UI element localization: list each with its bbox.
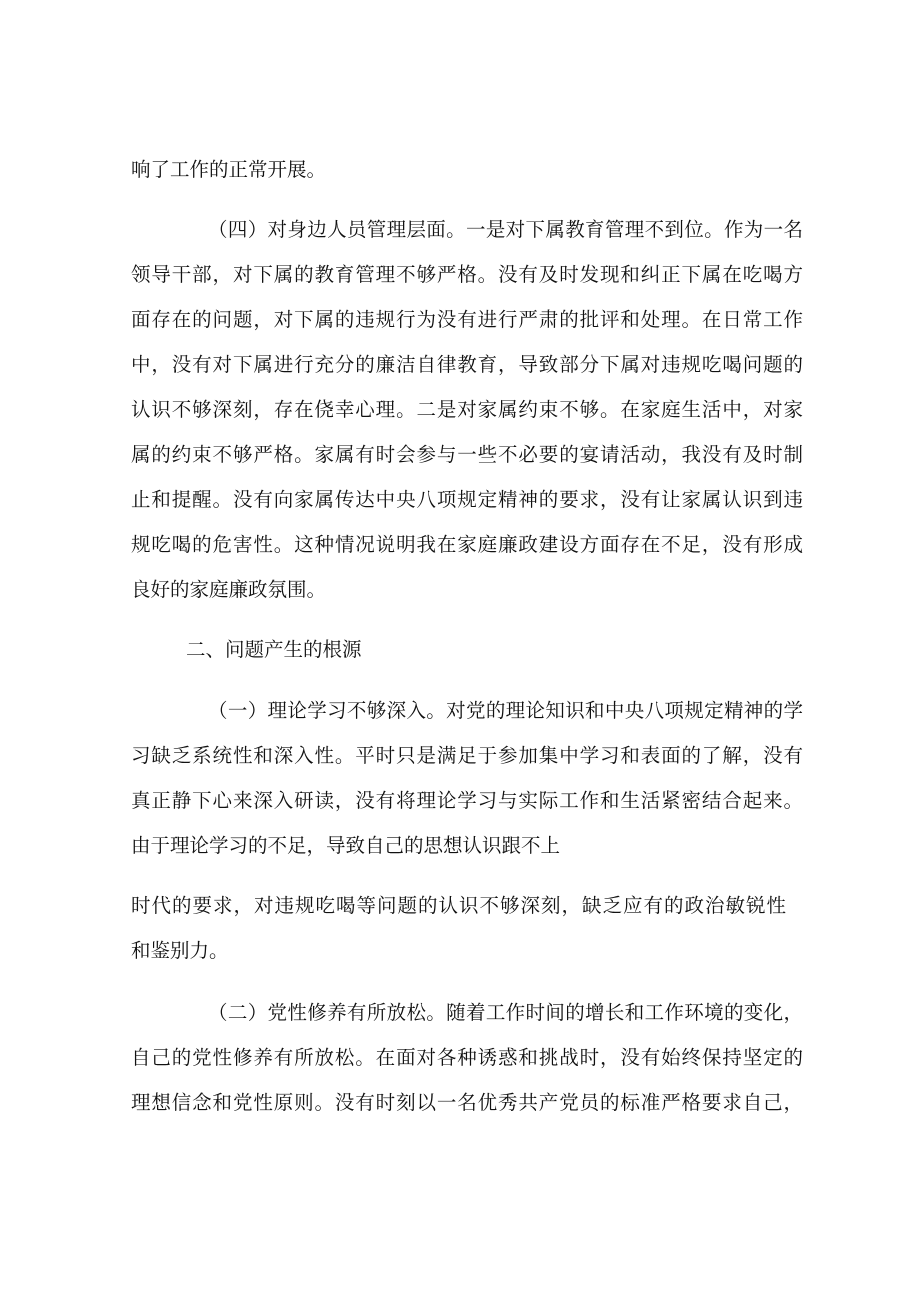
- text-line: 规吃喝的危害性。这种情况说明我在家庭廉政建设方面存在不足，没有形成: [131, 533, 803, 556]
- text-line: 理想信念和党性原则。没有时刻以一名优秀共产党员的标准严格要求自己，: [131, 1091, 803, 1114]
- text-line: 中，没有对下属进行充分的廉洁自律教育，导致部分下属对违规吃喝问题的: [131, 353, 803, 376]
- text-line: 和鉴别力。: [131, 939, 229, 962]
- text-line: 习缺乏系统性和深入性。平时只是满足于参加集中学习和表面的了解，没有: [131, 744, 803, 767]
- text-line: （二）党性修养有所放松。随着工作时间的增长和工作环境的变化，: [208, 1001, 803, 1024]
- text-line: 止和提醒。没有向家属传达中央八项规定精神的要求，没有让家属认识到违: [131, 488, 803, 511]
- text-line: 面存在的问题，对下属的违规行为没有进行严肃的批评和处理。在日常工作: [131, 308, 803, 331]
- text-line: 良好的家庭廉政氛围。: [131, 578, 327, 601]
- text-line: 自己的党性修养有所放松。在面对各种诱惑和挑战时，没有始终保持坚定的: [131, 1046, 803, 1069]
- text-line: 真正静下心来深入研读，没有将理论学习与实际工作和生活紧密结合起来。: [131, 789, 803, 812]
- text-line: 属的约束不够严格。家属有时会参与一些不必要的宴请活动，我没有及时制: [131, 443, 803, 466]
- text-line: 时代的要求，对违规吃喝等问题的认识不够深刻，缺乏应有的政治敏锐性: [131, 894, 786, 917]
- text-line: 领导干部，对下属的教育管理不够严格。没有及时发现和纠正下属在吃喝方: [131, 263, 803, 286]
- text-line: 响了工作的正常开展。: [131, 158, 327, 181]
- text-line: 认识不够深刻，存在侥幸心理。二是对家属约束不够。在家庭生活中，对家: [131, 398, 803, 421]
- text-line: （四）对身边人员管理层面。一是对下属教育管理不到位。作为一名: [208, 218, 803, 241]
- text-line: 由于理论学习的不足，导致自己的思想认识跟不上: [131, 834, 561, 857]
- section-heading: 二、问题产生的根源: [186, 638, 362, 661]
- text-line: （一）理论学习不够深入。对党的理论知识和中央八项规定精神的学: [208, 699, 803, 722]
